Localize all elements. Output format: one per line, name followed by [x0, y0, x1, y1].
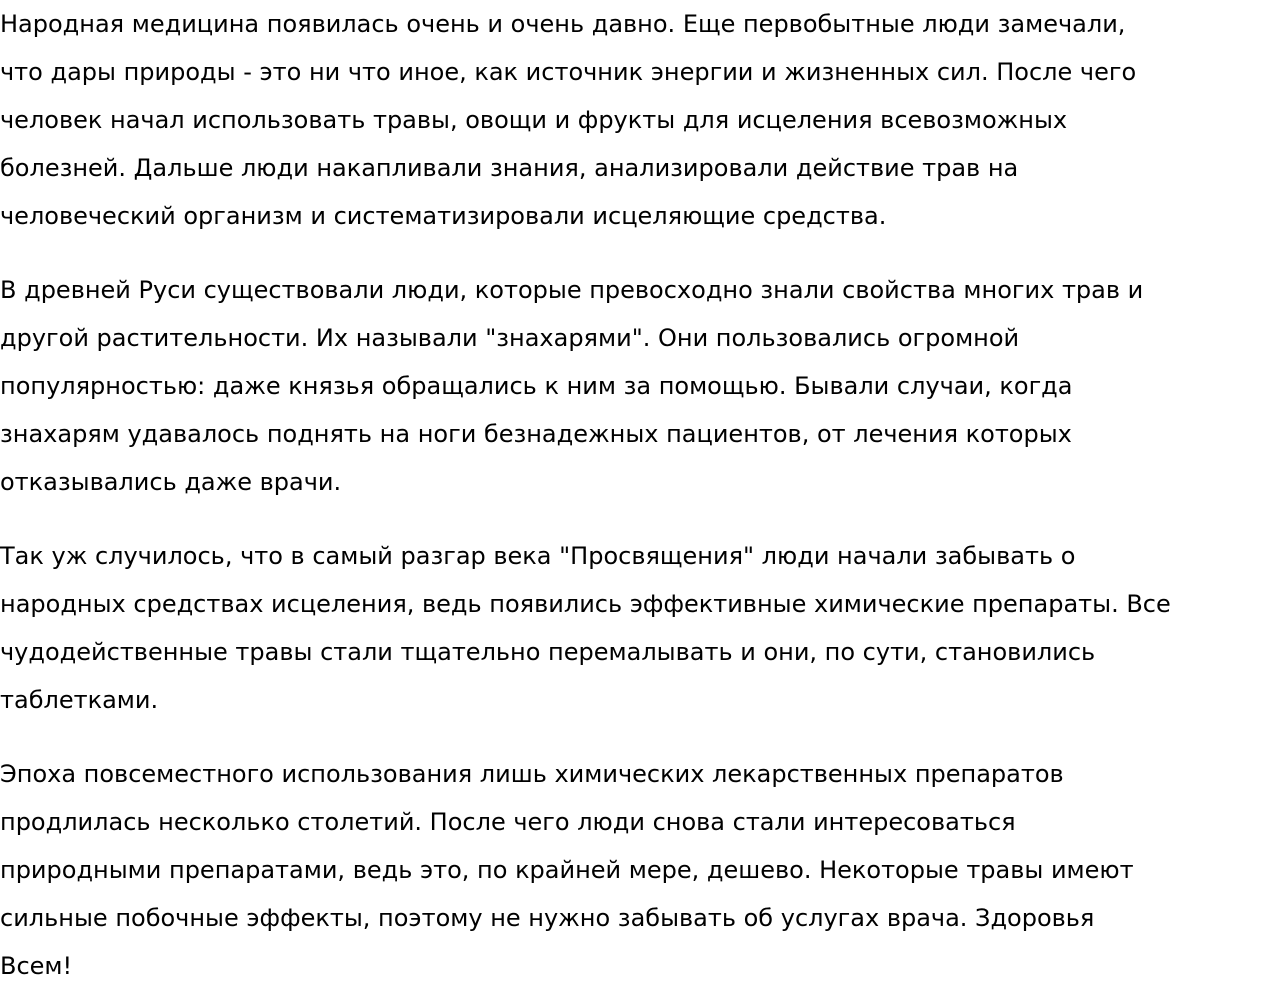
text-line: другой растительности. Их называли "знахарями". Они пользовались огромной [0, 324, 1020, 352]
text-line: человек начал использовать травы, овощи и фрукты для исцеления всевозможных [0, 106, 1068, 134]
paragraph-return-to-nature [0, 750, 1270, 990]
text-line: Всем! [0, 952, 73, 980]
text-line: народных средствах исцеления, ведь появились эффективные химические препараты. Все [0, 590, 1171, 618]
text-line: болезней. Дальше люди накапливали знания, анализировали действие трав на [0, 154, 1019, 182]
text-line: В древней Руси существовали люди, которые превосходно знали свойства многих трав и [0, 276, 1144, 304]
text-line: природными препаратами, ведь это, по крайней мере, дешево. Некоторые травы имеют [0, 856, 1134, 884]
text-line: популярностью: даже князья обращались к ним за помощью. Бывали случаи, когда [0, 372, 1073, 400]
text-line: продлилась несколько столетий. После чего люди снова стали интересоваться [0, 808, 1016, 836]
text-line: сильные побочные эффекты, поэтому не нужно забывать об услугах врача. Здоровья [0, 904, 1095, 932]
text-line: отказывались даже врачи. [0, 468, 342, 496]
text-line: человеческий организм и систематизировали исцеляющие средства. [0, 202, 887, 230]
paragraph-folk-medicine-origins [0, 0, 1270, 240]
text-line: чудодейственные травы стали тщательно перемалывать и они, по сути, становились [0, 638, 1096, 666]
text-line: Народная медицина появилась очень и очень давно. Еще первобытные люди замечали, [0, 10, 1126, 38]
text-line: Эпоха повсеместного использования лишь химических лекарственных препаратов [0, 760, 1064, 788]
text-line: таблетками. [0, 686, 159, 714]
text-line: что дары природы - это ни что иное, как источник энергии и жизненных сил. После чего [0, 58, 1137, 86]
text-line: знахарям удавалось поднять на ноги безнадежных пациентов, от лечения которых [0, 420, 1072, 448]
text-line: Так уж случилось, что в самый разгар века "Просвящения" люди начали забывать о [0, 542, 1076, 570]
paragraph-enlightenment-era [0, 532, 1270, 724]
paragraph-ancient-rus-healers [0, 266, 1270, 506]
